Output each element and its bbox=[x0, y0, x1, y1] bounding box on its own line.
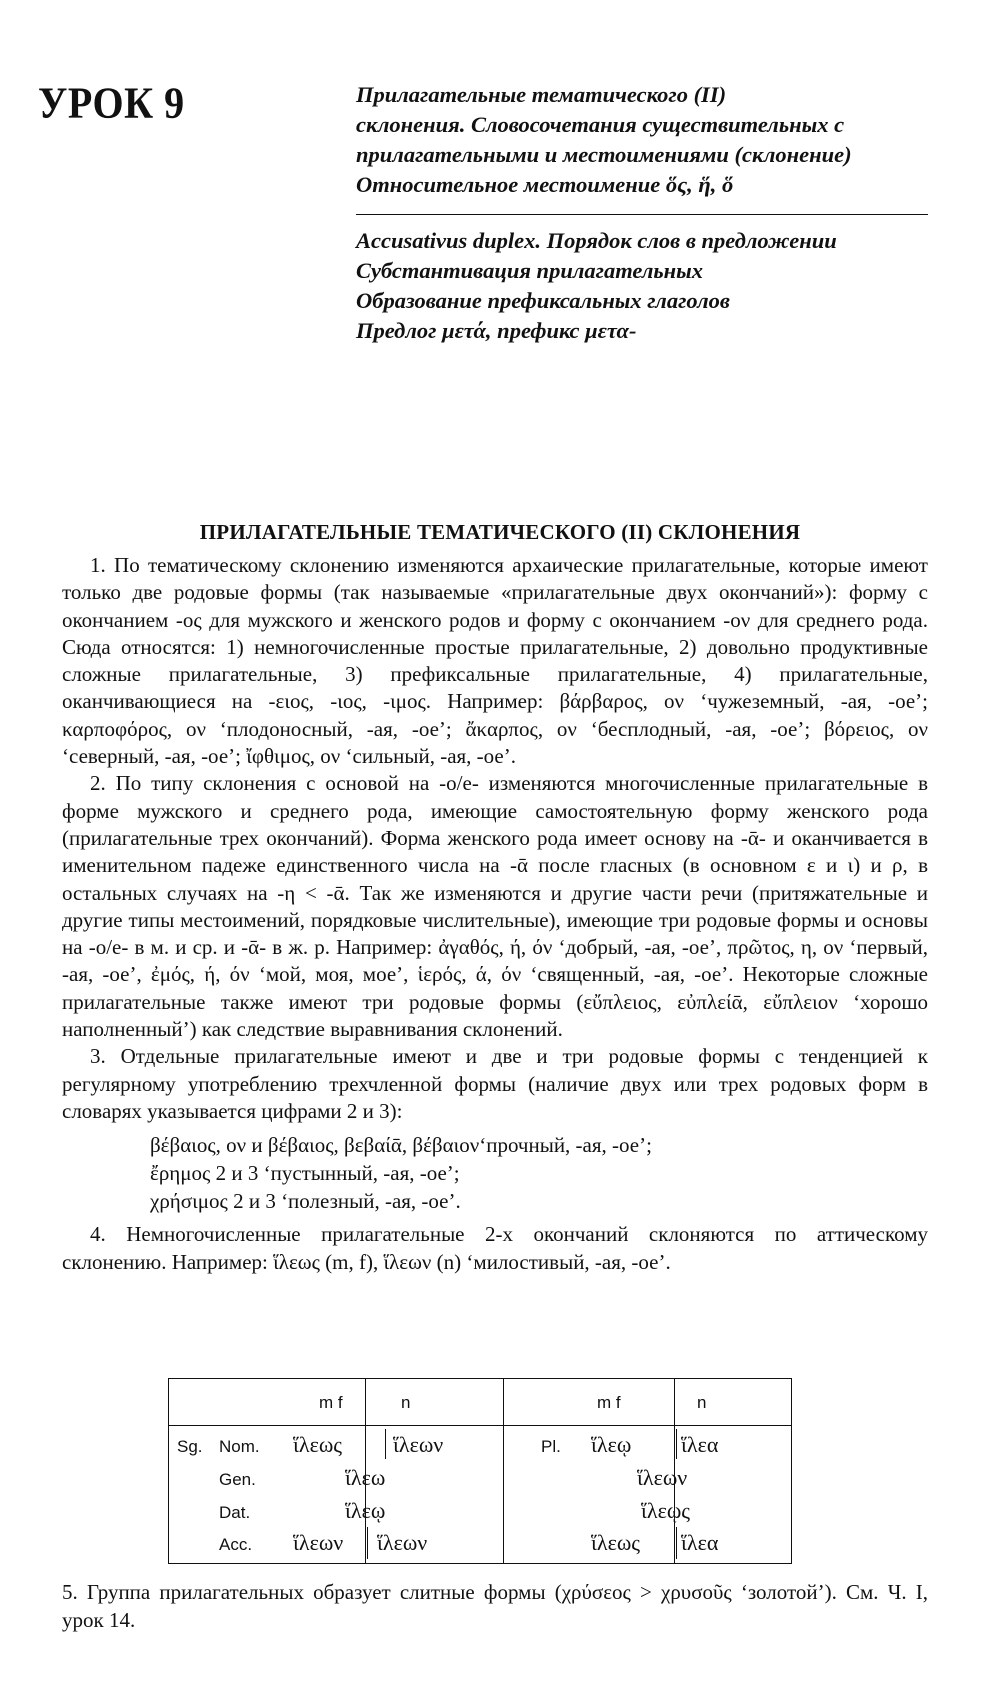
paragraph-3: 3. Отдельные прилагательные имеют и две и три родовые формы с тенденцией к регулярному употреблению трехчленной формы (наличие двух или трех родовых форм в словарях указывается цифрами 2 и 3): bbox=[62, 1044, 928, 1123]
case-label: Acc. bbox=[219, 1535, 253, 1554]
topic-line: Относительное местоимение ὅς, ἥ, ὅ bbox=[356, 172, 734, 197]
sg-acc-mf: ἵλεων bbox=[293, 1530, 344, 1555]
table-header-rule bbox=[169, 1425, 791, 1426]
topic-line: Прилагательные тематического (II) bbox=[356, 82, 727, 107]
number-pl: Pl. bbox=[541, 1437, 561, 1456]
lesson-title: УРОК 9 bbox=[38, 77, 185, 128]
pl-acc-mf: ἵλεως bbox=[591, 1530, 641, 1555]
sg-acc-n: ἵλεων bbox=[377, 1530, 428, 1555]
pl-acc-n: ἵλεα bbox=[681, 1530, 719, 1555]
table-divider bbox=[503, 1379, 504, 1563]
topic-line: Предлог μετά, префикс μετα- bbox=[356, 318, 637, 343]
topic-line: Субстантивация прилагательных bbox=[356, 258, 704, 283]
paragraph-5: 5. Группа прилагательных образует слитные формы (χρύσεος > χρυσοῦς ‘золотой’). См. Ч. I, урок 14. bbox=[62, 1580, 928, 1632]
example-list bbox=[150, 1131, 928, 1215]
example-line: χρήσιμος 2 и 3 ‘полезный, -ая, -ое’. bbox=[150, 1189, 461, 1214]
topic-line: склонения. Словосочетания существительных с bbox=[356, 112, 845, 137]
pl-dat: ἵλεῳς bbox=[641, 1498, 691, 1523]
paragraph-5-container bbox=[62, 1578, 928, 1634]
number-sg: Sg. bbox=[177, 1437, 203, 1456]
form-separator bbox=[676, 1429, 677, 1459]
topic-line: Образование префиксальных глаголов bbox=[356, 288, 730, 313]
pl-nom-mf: ἵλεῳ bbox=[591, 1432, 632, 1457]
sg-dat: ἵλεῳ bbox=[345, 1498, 386, 1523]
example-line: βέβαιος, ον и βέβαιος, βεβαίᾱ, βέβαιον‘прочный, -ая, -ое’; bbox=[150, 1133, 652, 1158]
topics-list-secondary bbox=[356, 226, 928, 346]
sg-gen: ἵλεω bbox=[345, 1465, 386, 1490]
topic-line: прилагательными и местоимениями (склонение) bbox=[356, 142, 852, 167]
paragraph-1: 1. По тематическому склонению изменяются архаические прилагательные, которые имеют только две родовые формы (так называемые «прилагательные двух окончаний»): форму с окончанием -ος для мужского и женского родов и форму с окончанием -ον для среднего рода. Сюда относятся: 1) немногочисленные простые прилагательные, 2) довольно продуктивные сложные прилагательные, 3) префиксальные прилагательные, 4) прилагательные, оканчивающиеся на -ειος, -ιος, -ιμος. Например: βάρβαρος, ον ‘чужеземный, -ая, -ое’; καρποφόρος, ον ‘плодоносный, -ая, -ое’; ἄκαρπος, ον ‘бесплодный, -ая, -ое’; βόρειος, ον ‘северный, -ая, -ое’; ἴφθιμος, ον ‘сильный, -ая, -ое’. bbox=[62, 553, 928, 769]
section-body bbox=[62, 552, 928, 1276]
example-line: ἔρημος 2 и 3 ‘пустынный, -ая, -ое’; bbox=[150, 1161, 460, 1186]
pl-gen: ἵλεων bbox=[637, 1465, 688, 1490]
header-sg-n: n bbox=[401, 1393, 411, 1412]
topics-list-primary bbox=[356, 80, 928, 200]
header-sg-mf: m f bbox=[319, 1393, 343, 1412]
case-label: Gen. bbox=[219, 1470, 256, 1489]
topics-divider bbox=[356, 214, 928, 215]
pl-nom-n: ἵλεα bbox=[681, 1432, 719, 1457]
form-separator bbox=[385, 1429, 386, 1459]
form-separator bbox=[676, 1527, 677, 1559]
section-heading: ПРИЛАГАТЕЛЬНЫЕ ТЕМАТИЧЕСКОГО (II) СКЛОНЕНИЯ bbox=[199, 520, 801, 544]
topic-line: Accusativus duplex. Порядок слов в предложении bbox=[356, 228, 837, 253]
form-separator bbox=[367, 1527, 368, 1559]
header-pl-mf: m f bbox=[597, 1393, 621, 1412]
declension-table bbox=[168, 1378, 792, 1564]
paragraph-4: 4. Немногочисленные прилагательные 2-х окончаний склоняются по аттическому склонению. Например: ἵλεως (m, f), ἵλεων (n) ‘милостивый, -ая, -ое’. bbox=[62, 1222, 928, 1274]
header-pl-n: n bbox=[697, 1393, 707, 1412]
sg-nom-mf: ἵλεως bbox=[293, 1432, 343, 1457]
case-label: Nom. bbox=[219, 1437, 260, 1456]
case-label: Dat. bbox=[219, 1503, 251, 1522]
paragraph-2: 2. По типу склонения с основой на -о/е- изменяются многочисленные прилагательные в форме мужского и среднего рода, имеющие самостоятельную форму женского рода (прилагательные трех окончаний). Форма женского рода имеет основу на -ᾱ- и оканчивается в именительном падеже единственного числа на -ᾱ после гласных (в основном ε и ι) и ρ, в остальных случаях на -η < -ᾱ. Так же изменяются и другие части речи (притяжательные и другие типы местоимений, порядковые числительные), имеющие три родовые формы и основы на -о/е- в м. и ср. и -ᾱ- в ж. р. Например: ἀγαθός, ή, όν ‘добрый, -ая, -ое’, πρῶτος, η, ον ‘первый, -ая, -ое’, ἐμός, ή, όν ‘мой, моя, мое’, ἱερός, ά, όν ‘священный, -ая, -ое’. Некоторые сложные прилагательные также имеют три родовые формы (εὔπλειος, εὐπλείᾱ, εὔπλειον ‘хорошо наполненный’) как следствие выравнивания склонений. bbox=[62, 771, 928, 1042]
sg-nom-n: ἵλεων bbox=[393, 1432, 444, 1457]
